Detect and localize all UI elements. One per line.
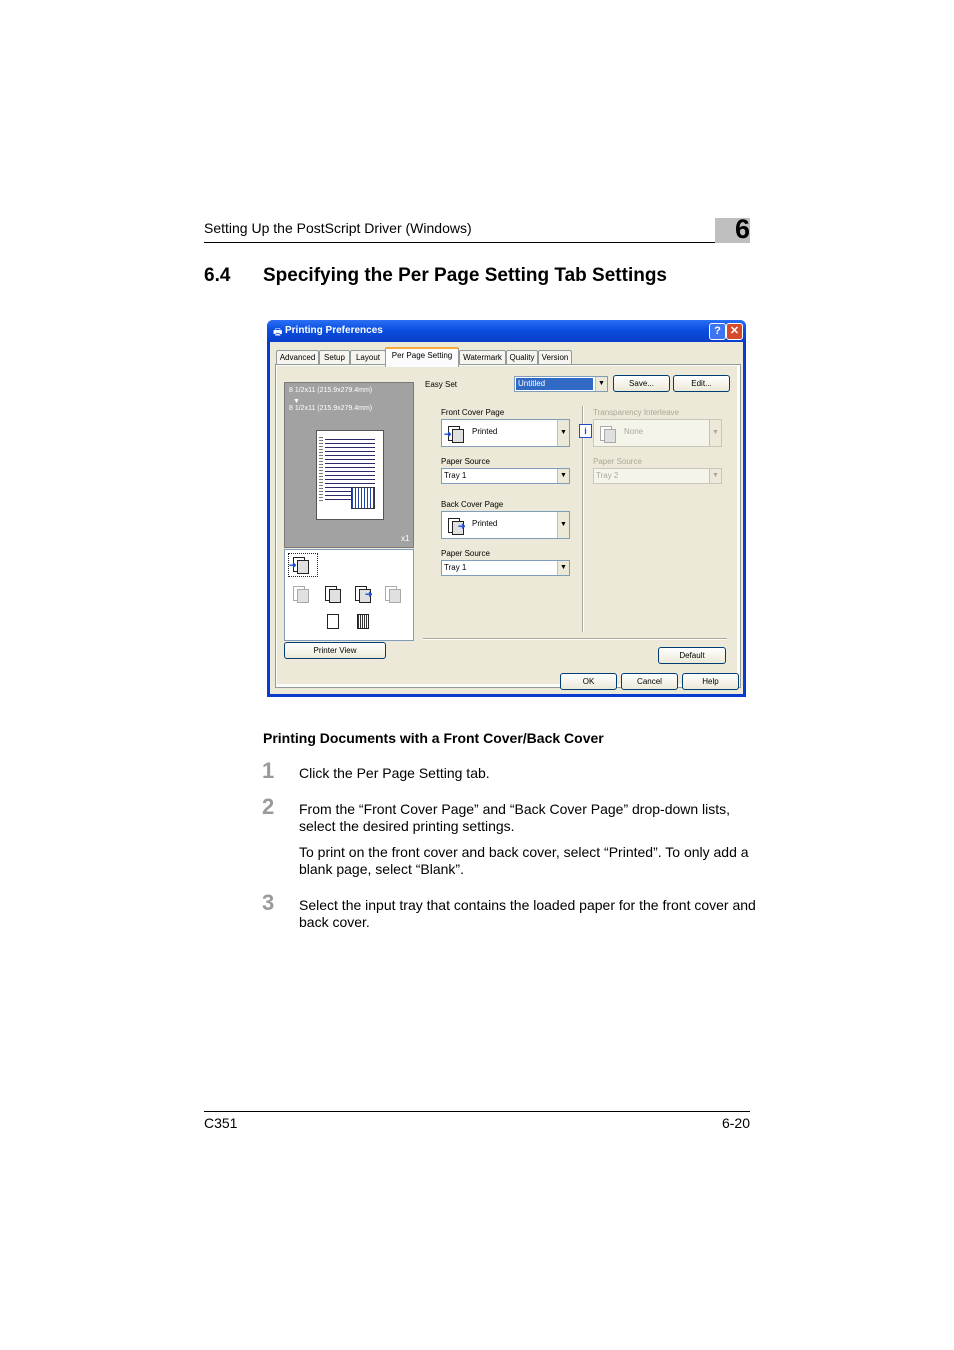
chevron-down-icon: ▼ (557, 420, 569, 446)
per-page-setting-panel (275, 364, 741, 688)
printer-icon: 🖶 (273, 327, 283, 338)
info-icon: i (579, 424, 592, 438)
preview-page-dots (319, 437, 323, 501)
transparency-source-value: Tray 2 (596, 471, 619, 480)
subheading: Printing Documents with a Front Cover/Back Cover (263, 730, 604, 746)
step-text-2: From the “Front Cover Page” and “Back Cover Page” drop-down lists, select the desired printing settings. (299, 801, 731, 834)
down-arrow-icon: ▼ (293, 398, 300, 405)
dialog-title: Printing Preferences (285, 325, 383, 336)
tab-quality[interactable]: Quality (506, 350, 538, 365)
transparency-label: Transparency Interleave (593, 408, 679, 417)
transparency-source-select[interactable] (593, 468, 722, 484)
chevron-down-icon: ▼ (557, 561, 569, 575)
back-source-select[interactable] (441, 560, 570, 576)
vertical-separator (582, 406, 584, 632)
section-number: 6.4 (204, 265, 231, 286)
help-button[interactable]: Help (682, 673, 739, 690)
front-source-select[interactable] (441, 468, 570, 484)
front-cover-icon[interactable] (323, 584, 341, 602)
ok-button[interactable]: OK (560, 673, 617, 690)
front-cover-value: Printed (472, 427, 498, 436)
front-back-cover-icon[interactable]: ➜ (291, 555, 309, 573)
chevron-down-icon: ▼ (595, 377, 607, 391)
front-cover-label: Front Cover Page (441, 408, 505, 417)
chevron-down-icon: ▼ (557, 512, 569, 538)
front-cover-select[interactable] (441, 419, 570, 447)
printing-preferences-dialog (267, 320, 746, 697)
front-source-label: Paper Source (441, 457, 490, 466)
easy-set-select[interactable] (514, 376, 608, 392)
easy-set-label: Easy Set (425, 380, 458, 389)
step-number-3: 3 (262, 890, 275, 915)
printer-view-button[interactable]: Printer View (284, 642, 386, 659)
step-note-2: To print on the front cover and back cover, select “Printed”. To only add a blank page, select “Blank”. (299, 844, 749, 877)
step-text-3: Select the input tray that contains the loaded paper for the front cover and back cover. (299, 897, 756, 930)
front-cover-option-icon: ➜ (446, 424, 464, 442)
close-button[interactable]: ✕ (726, 323, 743, 340)
step-number-2: 2 (262, 794, 275, 819)
easy-set-value: Untitled (516, 378, 593, 390)
transparency-select[interactable] (593, 419, 722, 447)
edit-button[interactable]: Edit... (673, 375, 730, 392)
preview-page-graphic (351, 487, 375, 509)
tab-layout[interactable]: Layout (350, 350, 386, 365)
preview-size-line1: 8 1/2x11 (215.9x279.4mm) (289, 387, 373, 394)
back-cover-value: Printed (472, 519, 498, 528)
transparency-option-icon (598, 424, 616, 442)
step-number-1: 1 (262, 758, 275, 783)
preview-copies: x1 (401, 534, 410, 543)
preview-size-line2: 8 1/2x11 (215.9x279.4mm) (289, 405, 373, 412)
chevron-down-icon: ▼ (709, 469, 721, 483)
dialog-client (270, 342, 743, 694)
save-button[interactable]: Save... (613, 375, 670, 392)
horizontal-separator (423, 638, 727, 640)
transparency-value: None (624, 427, 644, 436)
tab-version[interactable]: Version (538, 350, 572, 365)
chevron-down-icon: ▼ (557, 469, 569, 483)
tab-watermark[interactable]: Watermark (459, 350, 506, 365)
page-preview (284, 382, 414, 548)
chapter-title: Setting Up the PostScript Driver (Windows) (204, 220, 472, 236)
setting-icons-panel (284, 549, 414, 641)
preview-page (316, 430, 384, 520)
transparency-icon[interactable] (383, 584, 401, 602)
tab-setup[interactable]: Setup (319, 350, 350, 365)
footer-model: C351 (204, 1115, 238, 1131)
dialog-titlebar (267, 320, 746, 342)
step-text-1: Click the Per Page Setting tab. (299, 765, 490, 781)
back-cover-icon[interactable]: ➜ (353, 584, 371, 602)
back-cover-label: Back Cover Page (441, 500, 504, 509)
front-source-value: Tray 1 (444, 471, 467, 480)
back-source-label: Paper Source (441, 549, 490, 558)
back-cover-select[interactable] (441, 511, 570, 539)
section-title: Specifying the Per Page Setting Tab Settings (263, 265, 668, 286)
transparency-source-label: Paper Source (593, 457, 642, 466)
tab-per-page-setting[interactable]: Per Page Setting (385, 347, 459, 367)
back-source-value: Tray 1 (444, 563, 467, 572)
help-title-button[interactable]: ? (709, 323, 726, 340)
cancel-button[interactable]: Cancel (621, 673, 678, 690)
chapter-number: 6 (734, 214, 750, 244)
footer-rule (204, 1111, 750, 1112)
tab-advanced[interactable]: Advanced (276, 350, 319, 365)
grid-page-icon[interactable] (355, 612, 373, 630)
default-button[interactable]: Default (658, 647, 726, 664)
chevron-down-icon: ▼ (709, 420, 721, 446)
panel-body (277, 366, 737, 684)
footer-page-number: 6-20 (721, 1115, 750, 1131)
header-rule (204, 242, 750, 243)
back-cover-option-icon: ➜ (446, 516, 464, 534)
insert-page-icon[interactable] (291, 584, 309, 602)
chapter-icon[interactable] (325, 612, 343, 630)
